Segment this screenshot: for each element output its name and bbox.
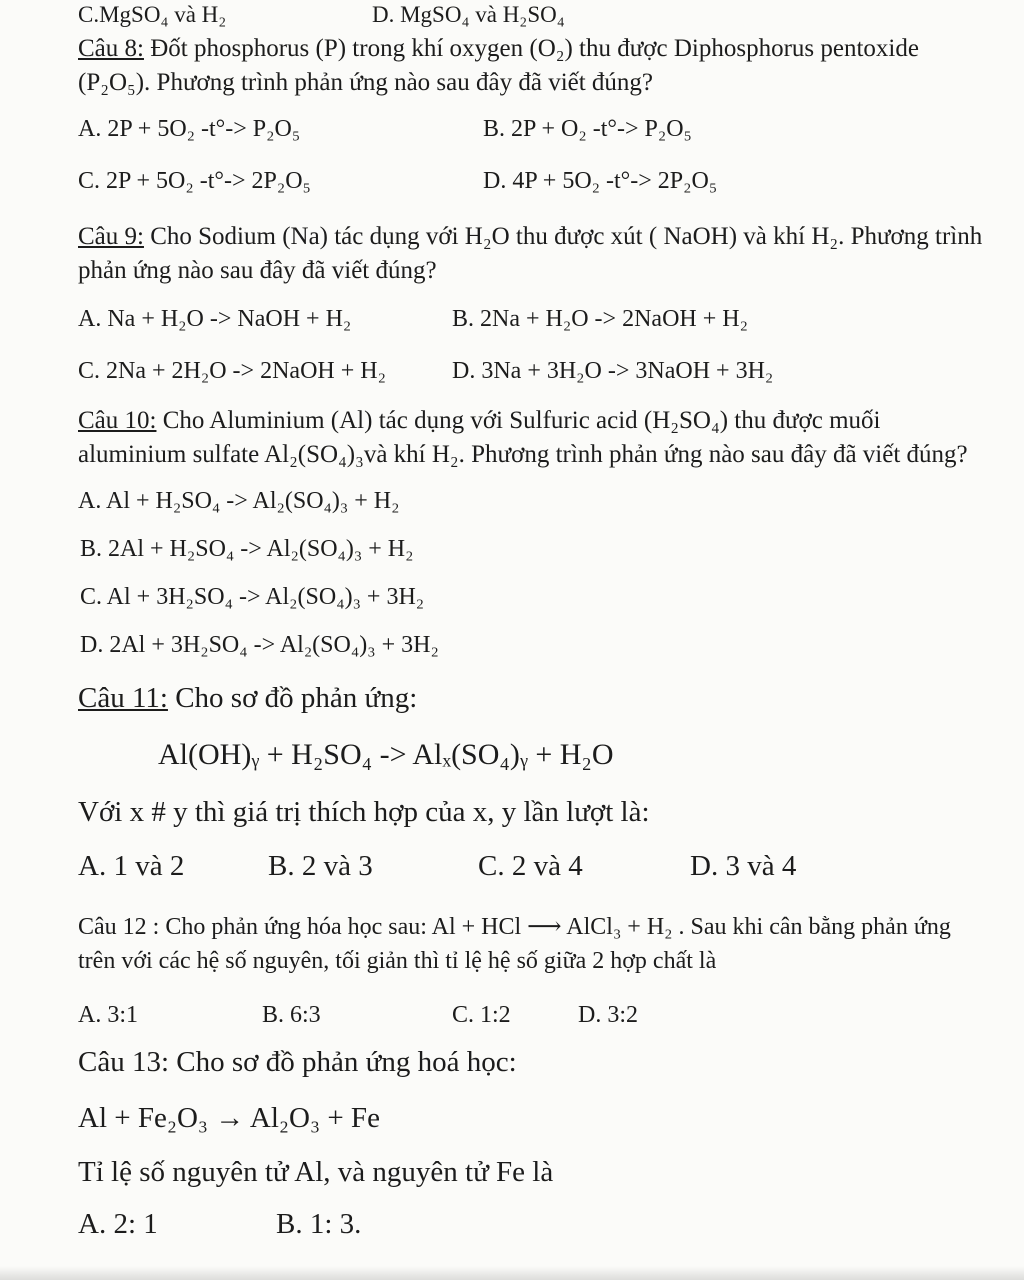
question-12-option-b: B. 6:3 (262, 1002, 321, 1028)
question-13-label: Câu 13: (78, 1046, 170, 1078)
question-13-option-b: B. 1: 3. (276, 1208, 362, 1240)
question-11-option-c: C. 2 và 4 (478, 850, 583, 882)
question-9-text: Cho Sodium (Na) tác dụng với H₂O thu được xút ( NaOH) và khí H₂. Phương trình phản ứng nào sau đây đã viết đúng? (78, 223, 983, 284)
page-bottom-shadow (0, 1266, 1024, 1280)
question-13-prompt: Tỉ lệ số nguyên tử Al, và nguyên tử Fe là (78, 1156, 554, 1188)
question-11-equation: Al(OH)ᵧ + H₂SO₄ -> Alₓ(SO₄)ᵧ + H₂O (158, 738, 614, 771)
question-12-option-d: D. 3:2 (578, 1002, 638, 1028)
question-10-label: Câu 10: (78, 407, 157, 434)
question-13-text: Cho sơ đồ phản ứng hoá học: (176, 1046, 517, 1078)
question-11-option-b: B. 2 và 3 (268, 850, 373, 882)
question-12-text: Cho phản ứng hóa học sau: Al + HCl ⟶ AlCl₃ + H₂ . Sau khi cân bằng phản ứng trên với các hệ số nguyên, tối giản thì tỉ lệ hệ số giữa 2 hợp chất là (78, 914, 951, 974)
question-10 (78, 404, 993, 472)
question-11 (78, 682, 417, 715)
question-8-option-a: A. 2P + 5O₂ -t°-> P₂O₅ (78, 116, 301, 142)
question-8-text: Đốt phosphorus (P) trong khí oxygen (O₂) thu được Diphosphorus pentoxide (P₂O₅). Phương trình phản ứng nào sau đây đã viết đúng? (78, 35, 919, 96)
question-9 (78, 220, 993, 288)
question-11-prompt: Với x # y thì giá trị thích hợp của x, y lần lượt là: (78, 796, 650, 828)
question-11-option-d: D. 3 và 4 (690, 850, 797, 882)
question-8-label: Câu 8: (78, 35, 144, 62)
question-10-option-c: C. Al + 3H₂SO₄ -> Al₂(SO₄)₃ + 3H₂ (80, 584, 425, 610)
question-10-text: Cho Aluminium (Al) tác dụng với Sulfuric acid (H₂SO₄) thu được muối aluminium sulfate Al₂(SO₄)₃và khí H₂. Phương trình phản ứng nào sau đây đã viết đúng? (78, 407, 968, 468)
question-11-label: Câu 11: (78, 682, 168, 714)
question-9-option-d: D. 3Na + 3H₂O -> 3NaOH + 3H₂ (452, 358, 774, 384)
question-10-option-d: D. 2Al + 3H₂SO₄ -> Al₂(SO₄)₃ + 3H₂ (80, 632, 439, 658)
question-9-option-c: C. 2Na + 2H₂O -> 2NaOH + H₂ (78, 358, 386, 384)
question-12 (78, 910, 993, 978)
question-8-option-d: D. 4P + 5O₂ -t°-> 2P₂O₅ (483, 168, 718, 194)
question-8 (78, 32, 993, 100)
question-13 (78, 1046, 517, 1079)
question-12-option-a: A. 3:1 (78, 1002, 138, 1028)
question-10-option-b: B. 2Al + H₂SO₄ -> Al₂(SO₄)₃ + H₂ (80, 536, 414, 562)
question-9-option-b: B. 2Na + H₂O -> 2NaOH + H₂ (452, 306, 748, 332)
question-9-option-a: A. Na + H₂O -> NaOH + H₂ (78, 306, 352, 332)
prev-option-d: D. MgSO₄ và H₂SO₄ (372, 2, 565, 27)
question-13-option-a: A. 2: 1 (78, 1208, 158, 1240)
question-11-option-a: A. 1 và 2 (78, 850, 185, 882)
question-12-option-c: C. 1:2 (452, 1002, 511, 1028)
question-12-label: Câu 12 : (78, 914, 160, 940)
question-13-equation: Al + Fe₂O₃ → Al₂O₃ + Fe (78, 1102, 380, 1134)
prev-option-c: C.MgSO₄ và H₂ (78, 2, 227, 27)
question-11-text: Cho sơ đồ phản ứng: (175, 682, 418, 714)
question-8-option-b: B. 2P + O₂ -t°-> P₂O₅ (483, 116, 692, 142)
question-8-option-c: C. 2P + 5O₂ -t°-> 2P₂O₅ (78, 168, 311, 194)
question-10-option-a: A. Al + H₂SO₄ -> Al₂(SO₄)₃ + H₂ (78, 488, 400, 514)
question-9-label: Câu 9: (78, 223, 144, 250)
